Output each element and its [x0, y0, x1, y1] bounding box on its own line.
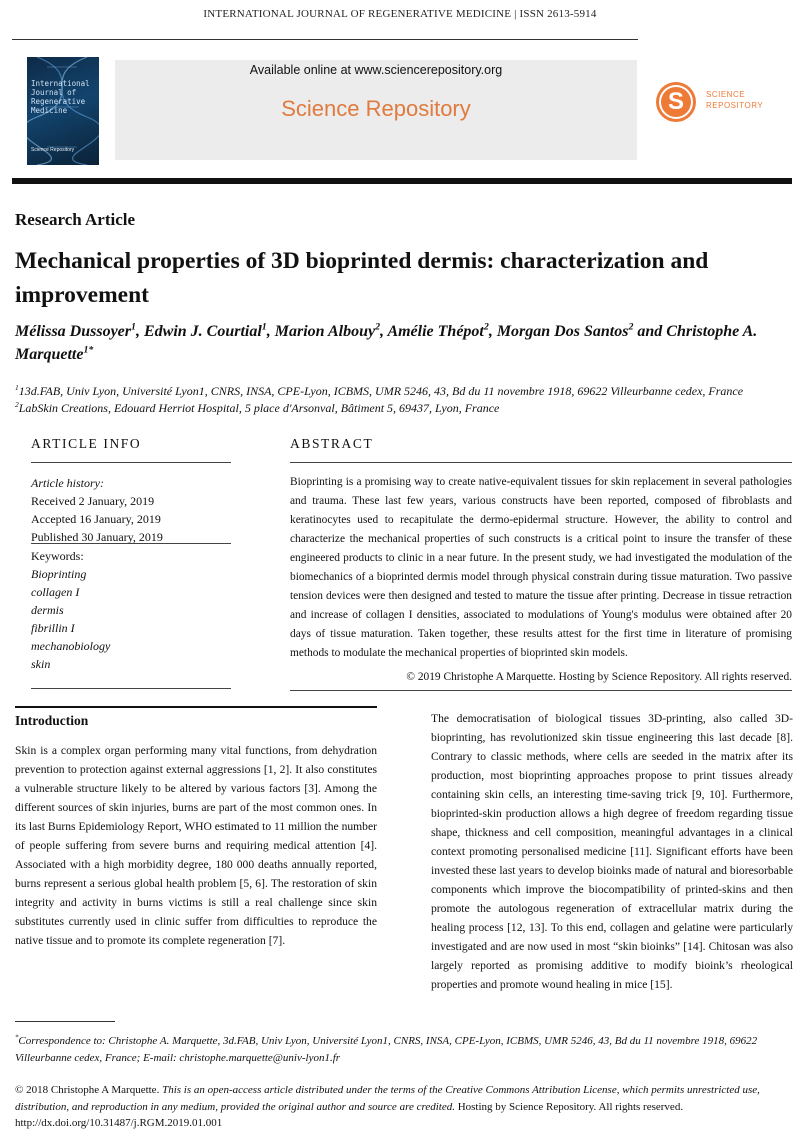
- article-info-rule: [31, 462, 231, 463]
- author: Christophe A. Marquette$^{1*}$: [15, 323, 758, 363]
- license-text: This is an open-access article distributed under the terms of the Creative Commons Attribution License, which permits unrestricted use, distribution, and reproduction in any medium, provided the original author and source are credited.: [15, 1084, 760, 1113]
- abstract-bottom-rule: [290, 690, 792, 691]
- cover-publisher: Science Repository: [31, 147, 75, 153]
- intro-rule: [15, 706, 377, 708]
- brand-name: Science Repository: [281, 96, 471, 121]
- introduction-column-1: Skin is a complex organ performing many vital functions, from dehydration prevention to protection against external aggressions [1, 2]. It also constitutes a vulnerable structure likely to be altered by various factors [3]. Among the different sources of skin injuries, burns are part of the most common ones. In its last Burns Epidemiology Report, WHO estimated to 11 million the number of people suffering from severe burns and requiring medical attention [4]. Associated with a high morbidity degree, 180 000 deaths annually reported, burns represent a serious global health problem [5, 6]. The restoration of skin integrity and activity in burns victims is still a real challenge since skin substitutes currently used in clinic suffer from difficulties to reproduce the native tissue and to promote its complete regeneration [7].: [15, 744, 377, 947]
- introduction-heading: Introduction: [15, 713, 89, 728]
- abstract-heading: ABSTRACT: [290, 436, 374, 451]
- keywords: [31, 547, 231, 673]
- keyword: Bioprinting: [31, 567, 87, 581]
- accepted-date: Accepted 16 January, 2019: [31, 512, 161, 526]
- repository-banner: [115, 60, 637, 160]
- license-owner: © 2018 Christophe A Marquette.: [15, 1084, 160, 1096]
- keyword: collagen I: [31, 585, 80, 599]
- logo-s-icon: S: [656, 82, 696, 122]
- correspondence-footnote: *Correspondence to: Christophe A. Marquette, 3d.FAB, Univ Lyon, Université Lyon1, CNRS, INSA, CPE-Lyon, ICBMS, UMR 5246, 43, Bd du 11 novembre 1918, 69622 Villeurbanne cedex, France; E-mail: christophe.marquette@univ-lyon1.fr: [15, 1034, 758, 1064]
- license-hosting: Hosting by Science Repository. All rights reserved.: [457, 1100, 684, 1113]
- article-info-heading: ARTICLE INFO: [31, 436, 142, 451]
- author: Marion Albouy$^2$,: [274, 321, 388, 340]
- journal-header: INTERNATIONAL JOURNAL OF REGENERATIVE MEDICINE | ISSN 2613-5914: [203, 8, 597, 20]
- keywords-rule: [31, 688, 231, 689]
- logo-text: [706, 89, 786, 111]
- history-rule: [31, 543, 231, 544]
- logo-text-line1: SCIENCE: [706, 90, 746, 99]
- keyword: skin: [31, 657, 51, 671]
- thick-divider: [12, 178, 792, 184]
- license-footer: [15, 1082, 795, 1132]
- author: Morgan Dos Santos$^2$ and: [496, 321, 667, 340]
- author-list: [15, 320, 790, 366]
- author: Edwin J. Courtial$^1$,: [143, 321, 275, 340]
- author: Amélie Thépot$^2$,: [387, 321, 497, 340]
- abstract-text: Bioprinting is a promising way to create native-equivalent tissues for skin replacement in several pathologies and trauma. These last few years, various constructs have been reported, composed of fibroblasts and keratinocytes used to recapitulate the dermo-epidermal structure. However, the ability to control and characterize the mechanical properties of such constructs is a critical point to insure the transfer of these engineered products to clinic in a near future. In the present study, we had investigated the modulation of the biomechanics of a bioprinted dermis model through physical constrain during tissue maturation. Two passive tension devices were then designed and tested to mature the tissue after printing. Decrease in tissue retraction and increase of collagen I densities, associated to modulations of Young's modulus were obtained after 20 days of tissue maturation. Taken together, these results attest for the first time in literature of promising methods to modulate the mechanical properties of bioprinted skin models.: [290, 476, 792, 659]
- keywords-label: Keywords:: [31, 549, 84, 563]
- keyword: dermis: [31, 603, 64, 617]
- affiliation: $^1$13d.FAB, Univ Lyon, Université Lyon1, CNRS, INSA, CPE-Lyon, ICBMS, UMR 5246, 43, Bd du 11 novembre 1918, 69622 Villeurbanne cedex, France: [15, 383, 744, 398]
- affiliation: $^2$LabSkin Creations, Edouard Herriot Hospital, 5 place d'Arsonval, Bâtiment 5, 69437, Lyon, France: [15, 400, 500, 415]
- author: Mélissa Dussoyer$^1$,: [15, 321, 144, 340]
- available-online-text: Available online at www.sciencerepository.org: [249, 63, 503, 77]
- abstract-copyright: © 2019 Christophe A Marquette. Hosting by Science Repository. All rights reserved.: [406, 671, 792, 683]
- abstract-rule: [290, 462, 792, 463]
- footnote-rule: [15, 1021, 115, 1022]
- cover-title: International Journal of Regenerative Medicine: [31, 79, 90, 115]
- history-label: Article history:: [31, 476, 104, 490]
- article-type: Research Article: [15, 210, 136, 229]
- introduction-column-2: The democratisation of biological tissues 3D-printing, also called 3D-bioprinting, has revolutionized skin tissue engineering this last decade [8]. Contrary to classic methods, where cells are seeded in the matrix after its production, most bioprinting approaches propose to print tissues already containing skin cells, an interesting time-saving trick [9, 10]. Furthermore, bioprinted-skin production allows a high degree of freedom regarding tissue shape, thickness and cell composition, meaningful advantages in a clinical context promoting personalised medicine [11]. Significant efforts have been invested these last years to develop bioinks made of natural and bioresorbable components which improve the biocompatibility of printed-skins and then promote the autologous regeneration of extracellular matrix during the healing process [12, 13]. To this end, collagen and gelatine were particularly investigated and are now used in most “skin bioinks” [14]. Chitosan was also largely reported as promising additive to modify bioink’s rheological properties and promote wound healing in mice [15].: [431, 712, 793, 991]
- header-rule: [12, 39, 638, 40]
- received-date: Received 2 January, 2019: [31, 494, 155, 508]
- science-repository-logo: [656, 82, 786, 128]
- keyword: fibrillin I: [31, 621, 75, 635]
- journal-cover: [27, 57, 99, 165]
- logo-text-line2: REPOSITORY: [706, 101, 764, 110]
- doi-link[interactable]: http://dx.doi.org/10.31487/j.RGM.2019.01.001: [15, 1117, 223, 1129]
- affiliations: [15, 383, 795, 417]
- keyword: mechanobiology: [31, 639, 111, 653]
- article-title: Mechanical properties of 3D bioprinted dermis: characterization and improvement: [15, 248, 709, 308]
- published-date: Published 30 January, 2019: [31, 530, 163, 544]
- article-history: [31, 474, 231, 546]
